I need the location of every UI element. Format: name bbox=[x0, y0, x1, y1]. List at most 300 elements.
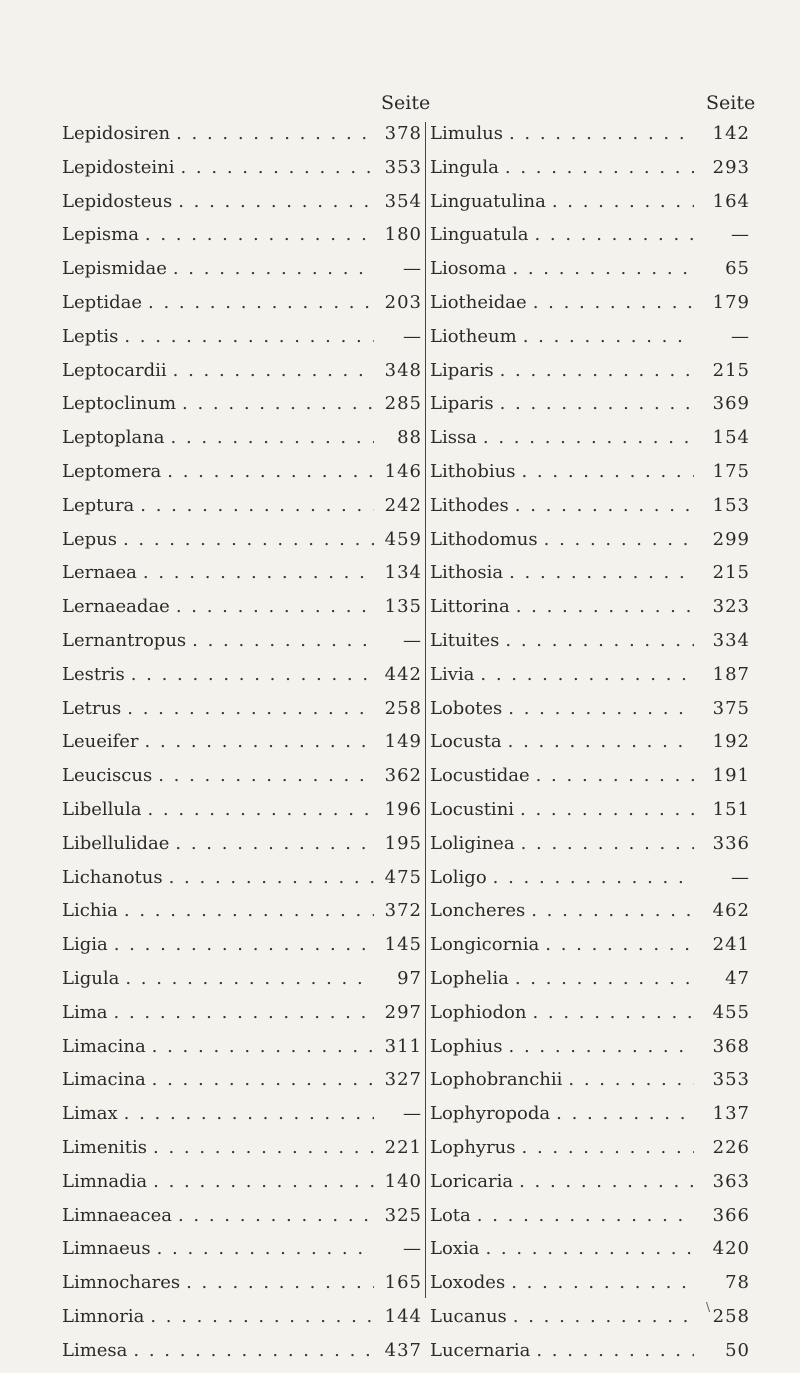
entry-page: 437 bbox=[384, 1339, 422, 1361]
entry-page: 462 bbox=[712, 900, 750, 922]
index-entry bbox=[62, 191, 422, 225]
leader-dots bbox=[134, 495, 374, 516]
entry-page: 142 bbox=[712, 123, 750, 144]
leader-dots bbox=[147, 1137, 374, 1158]
leader-dots bbox=[505, 1272, 694, 1293]
entry-page: 285 bbox=[384, 393, 422, 415]
entry-page: 192 bbox=[712, 731, 750, 753]
leader-dots bbox=[167, 258, 374, 279]
leader-dots bbox=[139, 731, 374, 752]
index-entry bbox=[62, 1103, 422, 1137]
entry-name: Lophelia bbox=[430, 967, 509, 989]
entry-page: 475 bbox=[384, 866, 422, 888]
index-entry bbox=[430, 1036, 750, 1070]
leader-dots bbox=[151, 1238, 374, 1259]
leader-dots bbox=[170, 123, 374, 144]
entry-page: 146 bbox=[384, 460, 422, 482]
entry-name: Lernaeadae bbox=[62, 596, 170, 618]
entry-name: Limenitis bbox=[62, 1136, 148, 1158]
leader-dots bbox=[479, 1238, 694, 1259]
entry-name: Leptoclinum bbox=[62, 393, 177, 415]
entry-name: Lepismidae bbox=[62, 258, 167, 280]
entry-page: 221 bbox=[384, 1136, 422, 1158]
entry-page: 180 bbox=[384, 224, 422, 246]
entry-name: Littorina bbox=[430, 596, 510, 618]
index-entry bbox=[62, 731, 422, 765]
entry-page: 323 bbox=[712, 596, 750, 618]
index-entry bbox=[430, 934, 750, 968]
entry-name: Limnadia bbox=[62, 1170, 148, 1192]
entry-name: Lophobranchii bbox=[430, 1069, 563, 1091]
entry-page: 153 bbox=[712, 494, 750, 516]
entry-name: Lepidosteini bbox=[62, 156, 175, 178]
entry-name: Livia bbox=[430, 663, 475, 685]
leader-dots bbox=[152, 765, 374, 786]
entry-name: Lepus bbox=[62, 528, 117, 550]
entry-page: 366 bbox=[712, 1204, 750, 1226]
index-entry bbox=[430, 427, 750, 461]
entry-name: Lituites bbox=[430, 629, 500, 651]
entry-name: Loncheres bbox=[430, 900, 526, 922]
leader-dots bbox=[502, 698, 694, 719]
leader-dots bbox=[513, 1171, 694, 1192]
index-entry bbox=[430, 664, 750, 698]
index-entry bbox=[62, 1002, 422, 1036]
entry-name: Letrus bbox=[62, 697, 122, 719]
entry-name: Linguatulina bbox=[430, 190, 546, 212]
entry-page: 327 bbox=[384, 1069, 422, 1091]
entry-name: Lepisma bbox=[62, 224, 139, 246]
index-entry bbox=[430, 562, 750, 596]
leader-dots bbox=[516, 1137, 694, 1158]
entry-page: 363 bbox=[712, 1170, 750, 1192]
entry-name: Liotheidae bbox=[430, 291, 527, 313]
leader-dots bbox=[507, 1306, 694, 1327]
leader-dots bbox=[503, 562, 694, 583]
leader-dots bbox=[108, 1002, 374, 1023]
entry-page: 179 bbox=[712, 291, 750, 313]
leader-dots bbox=[141, 799, 374, 820]
entry-name: Leptomera bbox=[62, 460, 162, 482]
index-entry bbox=[62, 529, 422, 563]
entry-page: 258 bbox=[384, 697, 422, 719]
index-entry bbox=[62, 765, 422, 799]
leader-dots bbox=[539, 934, 694, 955]
entry-name: Lima bbox=[62, 1001, 108, 1023]
index-entry bbox=[62, 630, 422, 664]
entry-page: 145 bbox=[384, 934, 422, 956]
leader-dots bbox=[562, 1069, 694, 1090]
entry-name: Libellulidae bbox=[62, 832, 170, 854]
leader-dots bbox=[142, 292, 374, 313]
entry-name: Lophyropoda bbox=[430, 1103, 551, 1125]
entry-page: — bbox=[403, 629, 422, 651]
leader-dots bbox=[176, 393, 374, 414]
entry-page: 65 bbox=[725, 258, 750, 280]
index-entry bbox=[430, 123, 750, 157]
index-entry bbox=[430, 360, 750, 394]
entry-page: 203 bbox=[384, 291, 422, 313]
index-entry bbox=[62, 1340, 422, 1373]
entry-name: Loricaria bbox=[430, 1170, 514, 1192]
index-entry bbox=[62, 799, 422, 833]
leader-dots bbox=[494, 360, 694, 381]
entry-page: 88 bbox=[397, 427, 422, 449]
entry-name: Liotheum bbox=[430, 325, 517, 347]
index-entry bbox=[430, 968, 750, 1002]
entry-page: 165 bbox=[384, 1272, 422, 1294]
entry-name: Lissa bbox=[430, 427, 477, 449]
entry-page: 368 bbox=[712, 1035, 750, 1057]
entry-page: 258 bbox=[712, 1305, 750, 1327]
leader-dots bbox=[186, 630, 374, 651]
leader-dots bbox=[146, 1069, 374, 1090]
leader-dots bbox=[137, 562, 374, 583]
entry-name: Lepidosteus bbox=[62, 190, 173, 212]
entry-name: Leptis bbox=[62, 325, 119, 347]
index-entry bbox=[430, 833, 750, 867]
leader-dots bbox=[121, 698, 374, 719]
entry-page: 215 bbox=[712, 359, 750, 381]
entry-page: 293 bbox=[712, 156, 750, 178]
entry-name: Ligia bbox=[62, 934, 108, 956]
index-entry bbox=[430, 157, 750, 191]
index-entry bbox=[430, 292, 750, 326]
index-entry bbox=[62, 360, 422, 394]
entry-name: Linguatula bbox=[430, 224, 529, 246]
entry-page: 134 bbox=[384, 562, 422, 584]
entry-name: Limulus bbox=[430, 123, 503, 144]
entry-page: 195 bbox=[384, 832, 422, 854]
entry-name: Lucernaria bbox=[430, 1339, 531, 1361]
leader-dots bbox=[515, 833, 694, 854]
leader-dots bbox=[530, 1340, 694, 1361]
leader-dots bbox=[170, 596, 374, 617]
leader-dots bbox=[163, 867, 374, 888]
leader-dots bbox=[506, 258, 694, 279]
entry-name: Leptocardii bbox=[62, 359, 167, 381]
entry-page: 149 bbox=[384, 731, 422, 753]
index-entry bbox=[62, 596, 422, 630]
entry-name: Loxia bbox=[430, 1238, 480, 1260]
index-entry bbox=[62, 292, 422, 326]
entry-name: Ligula bbox=[62, 967, 120, 989]
index-column-left bbox=[62, 123, 422, 1373]
entry-name: Lophiodon bbox=[430, 1001, 527, 1023]
entry-page: 348 bbox=[384, 359, 422, 381]
entry-name: Liparis bbox=[430, 359, 494, 381]
entry-name: Limnaeacea bbox=[62, 1204, 172, 1226]
leader-dots bbox=[172, 1205, 374, 1226]
index-entry bbox=[62, 664, 422, 698]
index-entry bbox=[62, 123, 422, 157]
entry-page: 455 bbox=[712, 1001, 750, 1023]
index-entry bbox=[430, 1171, 750, 1205]
entry-page: 362 bbox=[384, 765, 422, 787]
entry-name: Limnoria bbox=[62, 1305, 145, 1327]
entry-name: Limacina bbox=[62, 1035, 146, 1057]
leader-dots bbox=[127, 1340, 374, 1361]
entry-page: 78 bbox=[725, 1272, 750, 1294]
entry-name: Lithobius bbox=[430, 460, 516, 482]
entry-page: — bbox=[403, 258, 422, 280]
leader-dots bbox=[118, 900, 374, 921]
entry-page: 191 bbox=[712, 765, 750, 787]
entry-name: Lucanus bbox=[430, 1305, 507, 1327]
entry-page: 135 bbox=[384, 596, 422, 618]
entry-page: 242 bbox=[384, 494, 422, 516]
index-entry bbox=[62, 157, 422, 191]
index-column-right bbox=[430, 123, 750, 1373]
leader-dots bbox=[139, 224, 374, 245]
leader-dots bbox=[509, 968, 694, 989]
entry-page: — bbox=[403, 325, 422, 347]
entry-page: 144 bbox=[384, 1305, 422, 1327]
index-entry bbox=[62, 258, 422, 292]
entry-name: Lota bbox=[430, 1204, 471, 1226]
entry-page: 164 bbox=[712, 190, 750, 212]
entry-page: 334 bbox=[712, 629, 750, 651]
index-entry bbox=[62, 461, 422, 495]
column-header-left: Seite bbox=[381, 92, 431, 114]
index-entry bbox=[430, 326, 750, 360]
index-entry bbox=[62, 934, 422, 968]
entry-page: 241 bbox=[712, 934, 750, 956]
index-entry bbox=[430, 1069, 750, 1103]
index-entry bbox=[430, 258, 750, 292]
entry-name: Loliginea bbox=[430, 832, 515, 854]
entry-name: Lestris bbox=[62, 663, 125, 685]
index-entry bbox=[62, 1171, 422, 1205]
index-entry bbox=[62, 562, 422, 596]
index-entry bbox=[430, 461, 750, 495]
index-entry bbox=[430, 1306, 750, 1340]
entry-page: 175 bbox=[712, 460, 750, 482]
index-entry bbox=[430, 495, 750, 529]
leader-dots bbox=[172, 191, 374, 212]
leader-dots bbox=[169, 833, 374, 854]
index-entry bbox=[62, 1036, 422, 1070]
leader-dots bbox=[510, 596, 694, 617]
entry-page: 369 bbox=[712, 393, 750, 415]
entry-name: Lophius bbox=[430, 1035, 503, 1057]
entry-page: — bbox=[731, 866, 750, 888]
leader-dots bbox=[165, 427, 374, 448]
entry-name: Locustidae bbox=[430, 765, 530, 787]
entry-name: Liparis bbox=[430, 393, 494, 415]
entry-page: 311 bbox=[384, 1035, 422, 1057]
entry-page: 354 bbox=[384, 190, 422, 212]
leader-dots bbox=[502, 731, 694, 752]
entry-name: Loligo bbox=[430, 866, 487, 888]
entry-page: 137 bbox=[712, 1103, 750, 1125]
leader-dots bbox=[509, 495, 694, 516]
entry-name: Locusta bbox=[430, 731, 502, 753]
entry-name: Lophyrus bbox=[430, 1136, 516, 1158]
entry-page: 187 bbox=[712, 663, 750, 685]
index-entry bbox=[62, 1306, 422, 1340]
entry-name: Lithodes bbox=[430, 494, 509, 516]
index-entry bbox=[62, 495, 422, 529]
index-entry bbox=[62, 1238, 422, 1272]
index-entry bbox=[430, 224, 750, 258]
entry-name: Lernaea bbox=[62, 562, 137, 584]
column-header-right: Seite bbox=[706, 92, 756, 114]
entry-name: Libellula bbox=[62, 798, 142, 820]
index-entry bbox=[430, 1238, 750, 1272]
entry-name: Lithosia bbox=[430, 562, 504, 584]
leader-dots bbox=[119, 968, 374, 989]
leader-dots bbox=[117, 529, 374, 550]
entry-page: 140 bbox=[384, 1170, 422, 1192]
entry-page: 353 bbox=[712, 1069, 750, 1091]
leader-dots bbox=[515, 461, 694, 482]
leader-dots bbox=[525, 900, 694, 921]
index-entry bbox=[62, 900, 422, 934]
leader-dots bbox=[527, 292, 694, 313]
leader-dots bbox=[146, 1036, 374, 1057]
entry-page: 372 bbox=[384, 900, 422, 922]
entry-name: Lichanotus bbox=[62, 866, 163, 888]
index-entry bbox=[62, 1137, 422, 1171]
entry-page: — bbox=[403, 1238, 422, 1260]
index-entry bbox=[62, 393, 422, 427]
index-entry bbox=[62, 1205, 422, 1239]
entry-name: Limnochares bbox=[62, 1272, 181, 1294]
index-entry bbox=[430, 799, 750, 833]
entry-name: Leueifer bbox=[62, 731, 139, 753]
entry-page: 299 bbox=[712, 528, 750, 550]
index-entry bbox=[430, 698, 750, 732]
leader-dots bbox=[503, 123, 694, 144]
entry-name: Leptura bbox=[62, 494, 135, 516]
entry-page: 336 bbox=[712, 832, 750, 854]
leader-dots bbox=[526, 1002, 694, 1023]
index-entry bbox=[430, 630, 750, 664]
entry-page: 154 bbox=[712, 427, 750, 449]
leader-dots bbox=[499, 630, 694, 651]
entry-page: 215 bbox=[712, 562, 750, 584]
entry-name: Lobotes bbox=[430, 697, 503, 719]
index-entry bbox=[430, 1205, 750, 1239]
index-entry bbox=[62, 224, 422, 258]
index-entry bbox=[430, 191, 750, 225]
leader-dots bbox=[514, 799, 694, 820]
leader-dots bbox=[108, 934, 374, 955]
leader-dots bbox=[167, 360, 374, 381]
leader-dots bbox=[174, 157, 374, 178]
index-entry bbox=[430, 1340, 750, 1373]
index-entry bbox=[430, 529, 750, 563]
leader-dots bbox=[477, 427, 694, 448]
leader-dots bbox=[530, 765, 694, 786]
entry-page: 459 bbox=[384, 528, 422, 550]
entry-page: 375 bbox=[712, 697, 750, 719]
entry-page: 420 bbox=[712, 1238, 750, 1260]
entry-page: — bbox=[731, 224, 750, 246]
entry-page: — bbox=[403, 1103, 422, 1125]
leader-dots bbox=[503, 1036, 695, 1057]
index-entry bbox=[430, 596, 750, 630]
index-entry bbox=[430, 1002, 750, 1036]
leader-dots bbox=[118, 326, 374, 347]
leader-dots bbox=[538, 529, 694, 550]
entry-name: Lingula bbox=[430, 156, 499, 178]
entry-page: 325 bbox=[384, 1204, 422, 1226]
column-divider bbox=[425, 122, 426, 1298]
index-entry bbox=[430, 1103, 750, 1137]
entry-name: Limacina bbox=[62, 1069, 146, 1091]
index-entry bbox=[62, 867, 422, 901]
leader-dots bbox=[487, 867, 694, 888]
leader-dots bbox=[180, 1272, 374, 1293]
entry-name: Lichia bbox=[62, 900, 118, 922]
leader-dots bbox=[144, 1306, 374, 1327]
index-entry bbox=[62, 326, 422, 360]
entry-page: 353 bbox=[384, 156, 422, 178]
index-entry bbox=[62, 968, 422, 1002]
index-entry bbox=[62, 427, 422, 461]
entry-name: Limax bbox=[62, 1103, 118, 1125]
entry-name: Liosoma bbox=[430, 258, 507, 280]
index-entry bbox=[430, 1137, 750, 1171]
entry-page: 378 bbox=[384, 123, 422, 144]
index-entry bbox=[430, 900, 750, 934]
index-entry bbox=[62, 1069, 422, 1103]
index-entry bbox=[430, 1272, 750, 1306]
index-entry bbox=[430, 393, 750, 427]
leader-dots bbox=[494, 393, 694, 414]
entry-name: Loxodes bbox=[430, 1272, 506, 1294]
entry-page: 151 bbox=[712, 798, 750, 820]
entry-page: — bbox=[731, 325, 750, 347]
index-entry bbox=[62, 698, 422, 732]
leader-dots bbox=[550, 1103, 694, 1124]
index-entry bbox=[62, 833, 422, 867]
entry-page: 297 bbox=[384, 1001, 422, 1023]
index-entry bbox=[62, 1272, 422, 1306]
entry-page: 196 bbox=[384, 798, 422, 820]
entry-name: Lepidosiren bbox=[62, 123, 171, 144]
page-mark: \ bbox=[706, 1300, 711, 1314]
leader-dots bbox=[118, 1103, 374, 1124]
entry-name: Leptidae bbox=[62, 291, 143, 313]
leader-dots bbox=[474, 664, 694, 685]
entry-page: 47 bbox=[725, 967, 750, 989]
leader-dots bbox=[161, 461, 374, 482]
index-entry bbox=[430, 731, 750, 765]
entry-page: 226 bbox=[712, 1136, 750, 1158]
index-entry bbox=[430, 867, 750, 901]
entry-name: Lernantropus bbox=[62, 629, 187, 651]
leader-dots bbox=[517, 326, 694, 347]
leader-dots bbox=[125, 664, 374, 685]
entry-page: 97 bbox=[397, 967, 422, 989]
entry-name: Locustini bbox=[430, 798, 515, 820]
entry-name: Leuciscus bbox=[62, 765, 153, 787]
entry-name: Limesa bbox=[62, 1339, 128, 1361]
leader-dots bbox=[147, 1171, 374, 1192]
entry-name: Lithodomus bbox=[430, 528, 538, 550]
leader-dots bbox=[499, 157, 694, 178]
entry-name: Leptoplana bbox=[62, 427, 165, 449]
leader-dots bbox=[528, 224, 694, 245]
index-entry bbox=[430, 765, 750, 799]
leader-dots bbox=[471, 1205, 694, 1226]
entry-name: Longicornia bbox=[430, 934, 540, 956]
entry-name: Limnaeus bbox=[62, 1238, 151, 1260]
entry-page: 442 bbox=[384, 663, 422, 685]
